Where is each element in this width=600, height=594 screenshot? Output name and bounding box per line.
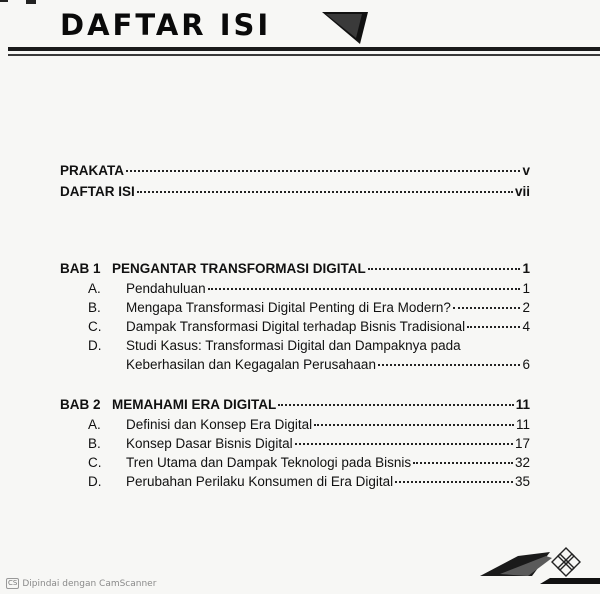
- toc-leader: [453, 307, 521, 309]
- entry-label: Dampak Transformasi Digital terhadap Bisnis Tradisional: [126, 319, 466, 334]
- toc-leader: [295, 443, 513, 445]
- header-rule: [8, 47, 600, 51]
- toc-leader: [368, 268, 521, 270]
- toc-page: 32: [514, 455, 530, 470]
- toc-entry-daftar-isi[interactable]: [60, 184, 530, 200]
- toc-chapter-bab-2[interactable]: [60, 397, 530, 413]
- entry-label: Keberhasilan dan Kegagalan Perusahaan: [126, 357, 376, 372]
- toc-page: 35: [514, 474, 530, 489]
- toc-entry-line2[interactable]: [126, 357, 530, 373]
- entry-letter: D.: [88, 338, 102, 353]
- toc-leader: [395, 481, 513, 483]
- toc-entry[interactable]: [88, 474, 530, 490]
- scan-mark: [0, 0, 8, 2]
- entry-label: Tren Utama dan Dampak Teknologi pada Bisnis: [126, 455, 412, 470]
- toc-page: 11: [515, 417, 530, 432]
- entry-label: Perubahan Perilaku Konsumen di Era Digital: [126, 474, 394, 489]
- toc-page: 4: [522, 319, 530, 334]
- toc-entry[interactable]: [88, 300, 530, 316]
- scanner-watermark: [6, 578, 156, 589]
- toc-leader: [467, 326, 520, 328]
- toc-leader: [378, 364, 521, 366]
- toc-entry[interactable]: [88, 436, 530, 452]
- toc-entry-line1[interactable]: [88, 338, 530, 354]
- toc-entry[interactable]: [88, 281, 530, 297]
- toc-page: 11: [515, 397, 530, 412]
- toc-leader: [314, 424, 514, 426]
- scan-mark: [26, 0, 36, 4]
- entry-letter: B.: [88, 436, 101, 451]
- chapter-title: PENGANTAR TRANSFORMASI DIGITAL: [112, 261, 366, 276]
- entry-label: Definisi dan Konsep Era Digital: [126, 417, 313, 432]
- entry-letter: A.: [88, 417, 101, 432]
- entry-label: Konsep Dasar Bisnis Digital: [126, 436, 293, 451]
- toc-entry[interactable]: [88, 417, 530, 433]
- entry-letter: C.: [88, 455, 102, 470]
- toc-leader: [137, 191, 513, 193]
- entry-label: Studi Kasus: Transformasi Digital dan Dampaknya pada: [126, 338, 461, 353]
- scanner-text: Dipindai dengan CamScanner: [22, 578, 157, 589]
- toc-page: 6: [522, 357, 530, 372]
- camscanner-icon: CS: [8, 579, 18, 587]
- entry-label: Pendahuluan: [126, 281, 206, 296]
- entry-letter: B.: [88, 300, 101, 315]
- toc-leader: [208, 288, 521, 290]
- entry-letter: C.: [88, 319, 102, 334]
- toc-page: 17: [514, 436, 530, 451]
- toc-chapter-bab-1[interactable]: [60, 261, 530, 277]
- entry-letter: D.: [88, 474, 102, 489]
- toc-page: v: [522, 163, 530, 178]
- toc-leader: [126, 170, 520, 172]
- entry-letter: A.: [88, 281, 101, 296]
- toc-leader: [413, 462, 513, 464]
- toc-label: DAFTAR ISI: [60, 184, 135, 199]
- decorative-corner-graphic: [480, 544, 600, 584]
- chapter-number: BAB 2: [60, 397, 101, 412]
- header-rule-thin: [8, 54, 600, 56]
- title-triangle-icon: [322, 12, 370, 46]
- chapter-title: MEMAHAMI ERA DIGITAL: [112, 397, 277, 412]
- toc-page: 1: [522, 281, 530, 296]
- toc-leader: [278, 404, 513, 406]
- toc-page: 2: [522, 300, 530, 315]
- toc-entry[interactable]: [88, 455, 530, 471]
- toc-label: PRAKATA: [60, 163, 124, 178]
- toc-page: vii: [514, 184, 530, 199]
- page-title: DAFTAR ISI: [60, 8, 272, 42]
- toc-entry-prakata[interactable]: [60, 163, 530, 179]
- entry-label: Mengapa Transformasi Digital Penting di Era Modern?: [126, 300, 451, 315]
- chapter-number: BAB 1: [60, 261, 101, 276]
- toc-entry[interactable]: [88, 319, 530, 335]
- toc-page: 1: [522, 261, 530, 276]
